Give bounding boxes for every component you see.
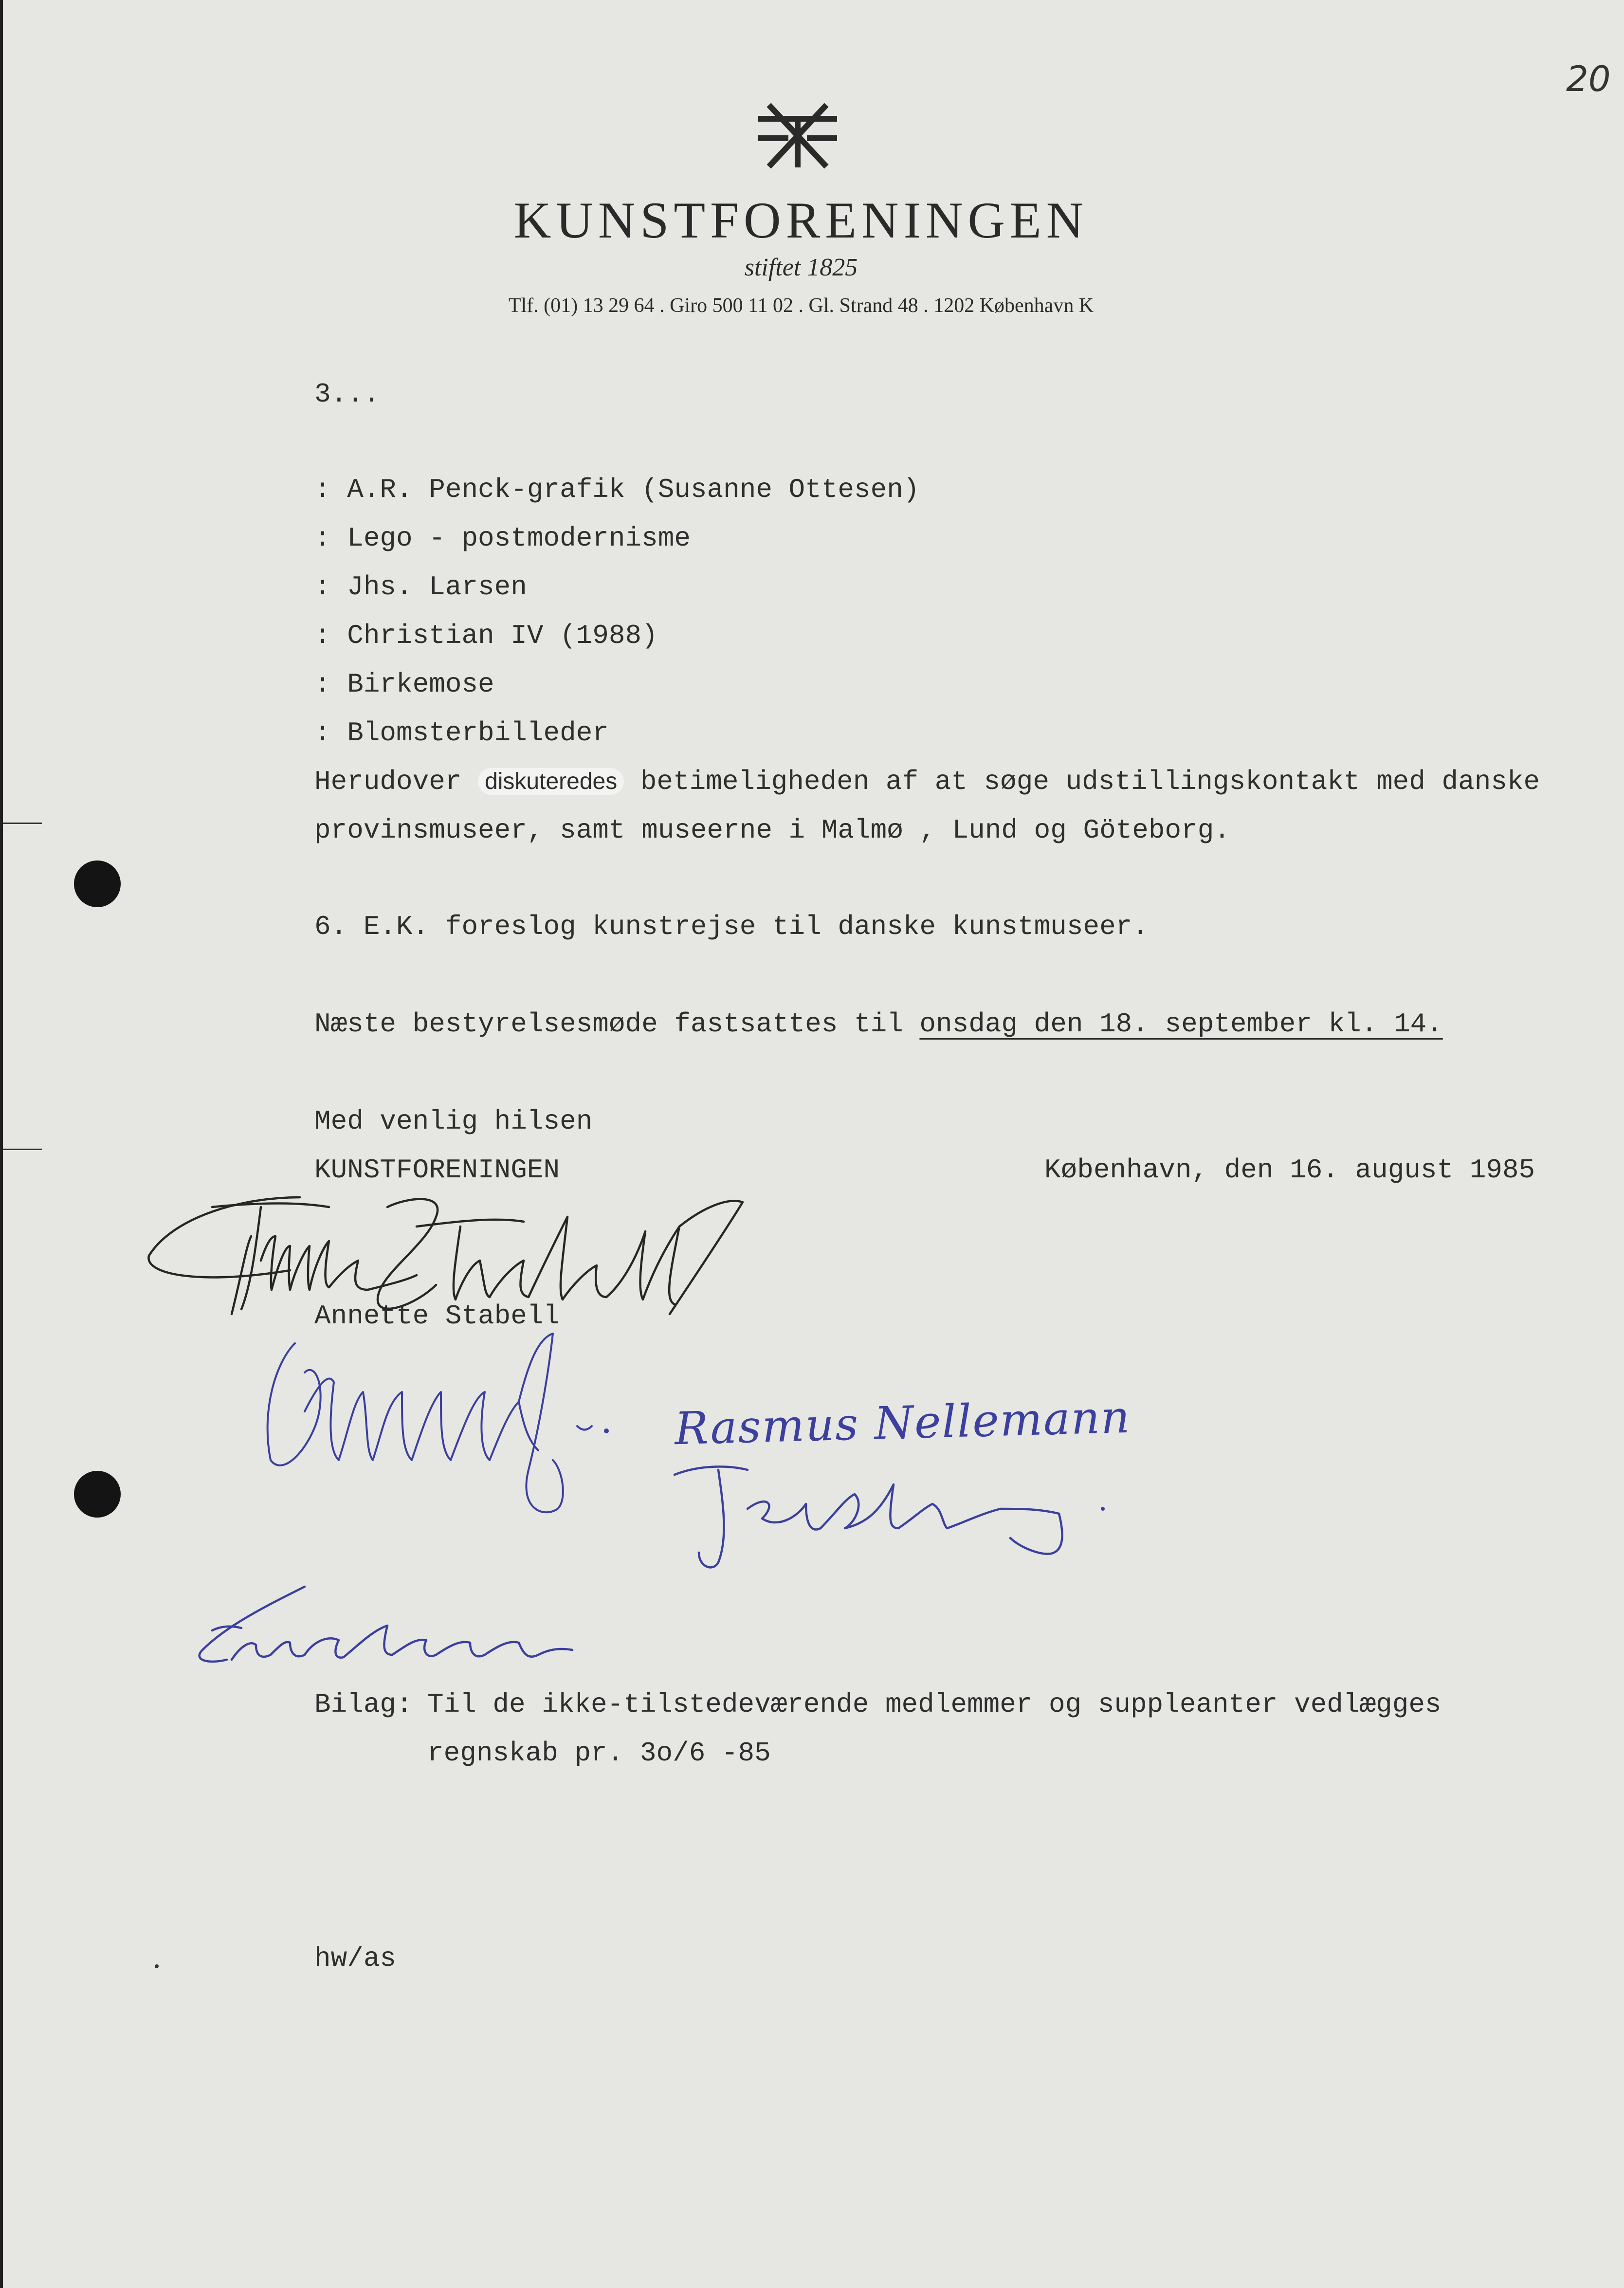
page-marker: 3...	[314, 379, 380, 410]
letterhead-name: KUNSTFORENINGEN	[513, 192, 1089, 249]
signatory-name: Annette Stabell	[314, 1300, 560, 1332]
signature-jensen	[670, 1455, 1108, 1572]
paragraph-herudover-line2: provinsmuseer, samt museerne i Malmø , Lund og Göteborg.	[314, 815, 1230, 846]
agenda-item: : Birkemose	[314, 669, 494, 700]
handwritten-name-line1: Rasmus Nellemann	[674, 1391, 1131, 1455]
letterhead-founded: stiftet 1825	[744, 254, 858, 281]
page-number: 20	[1566, 58, 1611, 99]
typist-initials: hw/as	[314, 1943, 397, 1974]
agenda-item: : Jhs. Larsen	[314, 571, 527, 603]
agenda-item: : A.R. Penck-grafik (Susanne Ottesen)	[314, 474, 920, 505]
signature-blue-left	[256, 1314, 616, 1519]
next-meeting-date: onsdag den 18. september kl. 14.	[919, 1008, 1443, 1040]
place-date: København, den 16. august 1985	[1044, 1154, 1535, 1186]
signature-blue-bottom	[188, 1582, 577, 1669]
correction-patch: diskuteredes	[478, 768, 624, 795]
next-meeting-lead: Næste bestyrelsesmøde fastsattes til	[314, 1008, 903, 1040]
agenda-item: : Lego - postmodernisme	[314, 523, 691, 554]
closing-greeting: Med venlig hilsen	[314, 1106, 593, 1137]
attachment-label: Bilag:	[314, 1689, 413, 1720]
agenda-item: : Blomsterbilleder	[314, 717, 609, 749]
punch-hole-bottom	[74, 1471, 121, 1518]
paragraph-herudover-line1	[314, 766, 1540, 797]
item-6: 6. E.K. foreslog kunstrejse til danske kunstmuseer.	[314, 911, 1149, 942]
attachment-line2: regnskab pr. 3o/6 -85	[427, 1738, 771, 1769]
next-meeting	[314, 1008, 1443, 1040]
fold-mark-top	[3, 823, 42, 824]
signature-dot	[1101, 1507, 1105, 1511]
punch-hole-top	[74, 860, 121, 907]
attachment-line1: Til de ikke-tilstedeværende medlemmer og suppleanter vedlægges	[427, 1689, 1442, 1720]
fold-mark-bottom	[3, 1149, 42, 1150]
closing-org: KUNSTFORENINGEN	[314, 1154, 560, 1186]
agenda-item: : Christian IV (1988)	[314, 620, 658, 651]
signature-annette-stabell	[144, 1188, 757, 1334]
herudover-rest: betimeligheden af at søge udstillingskontakt med danske	[640, 766, 1540, 797]
herudover-lead: Herudover	[314, 766, 462, 797]
speck-mark	[155, 1964, 159, 1968]
kunstforeningen-logo-icon	[751, 102, 844, 170]
letterhead-contact: Tlf. (01) 13 29 64 . Giro 500 11 02 . Gl. Strand 48 . 1202 København K	[508, 294, 1094, 317]
